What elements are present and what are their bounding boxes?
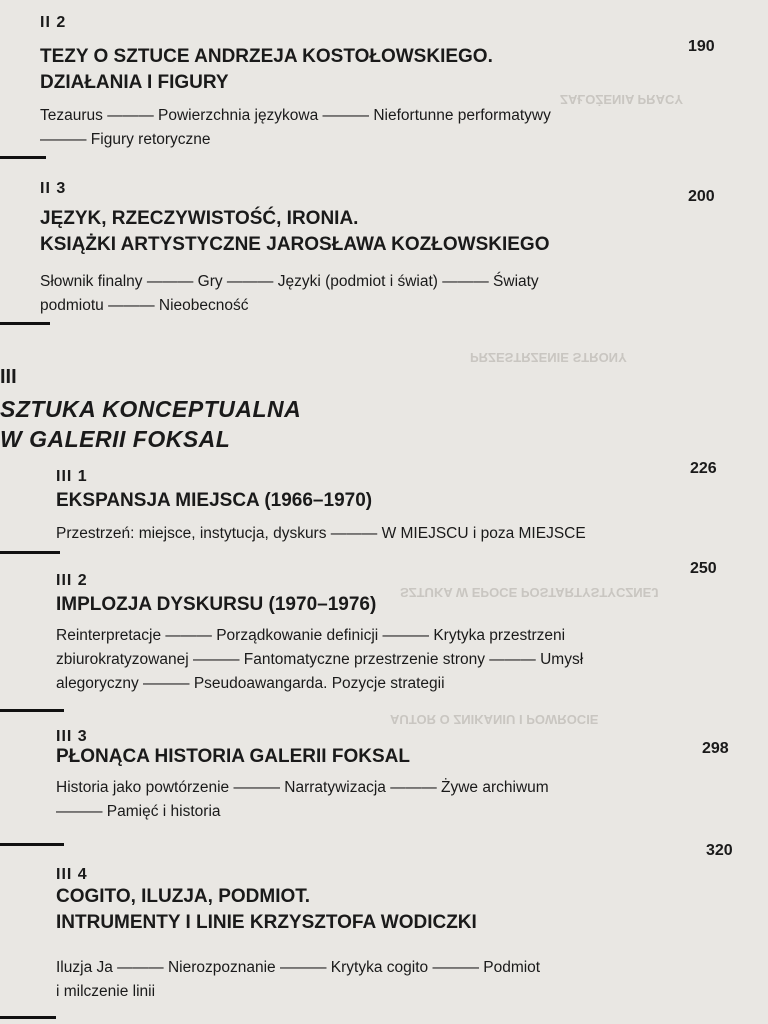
description-line: ——— Figury retoryczne bbox=[40, 131, 211, 148]
section-divider bbox=[0, 322, 50, 325]
section-divider bbox=[0, 1016, 56, 1019]
section-title-line: KSIĄŻKI ARTYSTYCZNE JAROSŁAWA KOZŁOWSKIEGO bbox=[40, 234, 550, 255]
section-divider bbox=[0, 843, 64, 846]
section-number: II 2 bbox=[40, 14, 67, 31]
section-title[interactable] bbox=[40, 206, 550, 258]
show-through-text: ZAŁOŻENIA PRACY bbox=[560, 92, 684, 107]
section-title-line: DZIAŁANIA I FIGURY bbox=[40, 72, 229, 93]
description-line: ——— Pamięć i historia bbox=[56, 803, 221, 820]
description-line: Przestrzeń: miejsce, instytucja, dyskurs ——— W MIEJSCU i poza MIEJSCE bbox=[56, 525, 586, 542]
description-line: Iluzja Ja ——— Nierozpoznanie ——— Krytyka cogito ——— Podmiot bbox=[56, 959, 541, 976]
section-divider bbox=[0, 551, 60, 554]
page-number: 298 bbox=[702, 740, 729, 757]
section-title-line: INTRUMENTY I LINIE KRZYSZTOFA WODICZKI bbox=[56, 912, 477, 933]
section-title-line: COGITO, ILUZJA, PODMIOT. bbox=[56, 886, 311, 907]
section-number: II 3 bbox=[40, 180, 67, 197]
section-description bbox=[56, 624, 583, 696]
description-line: zbiurokratyzowanej ——— Fantomatyczne przestrzenie strony ——— Umysł bbox=[56, 651, 584, 668]
section-title-line: IMPLOZJA DYSKURSU (1970–1976) bbox=[56, 594, 377, 615]
section-title[interactable] bbox=[56, 884, 477, 936]
section-number: III 1 bbox=[56, 468, 88, 485]
section-description bbox=[40, 270, 539, 318]
page-number: 226 bbox=[690, 460, 717, 477]
section-title-line: EKSPANSJA MIEJSCA (1966–1970) bbox=[56, 490, 373, 511]
section-number: III 3 bbox=[56, 728, 88, 745]
section-divider bbox=[0, 709, 64, 712]
part-title-line: W GALERII FOKSAL bbox=[0, 426, 231, 452]
section-title[interactable] bbox=[56, 592, 376, 618]
section-title-line: TEZY O SZTUCE ANDRZEJA KOSTOŁOWSKIEGO. bbox=[40, 46, 493, 67]
section-description bbox=[40, 104, 551, 152]
section-title[interactable] bbox=[56, 488, 372, 514]
page-number: 190 bbox=[688, 38, 715, 55]
section-title[interactable] bbox=[56, 744, 410, 770]
description-line: Tezaurus ——— Powierzchnia językowa ——— Niefortunne performatywy bbox=[40, 107, 551, 124]
page-number: 200 bbox=[688, 188, 715, 205]
page-number: 320 bbox=[706, 842, 733, 859]
show-through-text: SZTUKA W EPOCE POSTARTYSTYCZNEJ bbox=[400, 585, 659, 600]
section-title-line: PŁONĄCA HISTORIA GALERII FOKSAL bbox=[56, 746, 410, 767]
section-number: III 4 bbox=[56, 866, 88, 883]
section-number: III 2 bbox=[56, 572, 88, 589]
section-description bbox=[56, 522, 586, 546]
show-through-text: AUTOR O ZNIKANIU I POWROCIE bbox=[390, 712, 599, 727]
description-line: i milczenie linii bbox=[56, 983, 156, 1000]
section-title[interactable] bbox=[40, 44, 493, 96]
description-line: Historia jako powtórzenie ——— Narratywizacja ——— Żywe archiwum bbox=[56, 779, 549, 796]
page-number: 250 bbox=[690, 560, 717, 577]
section-description bbox=[56, 956, 540, 1004]
show-through-text: PRZESTRZENIE STRONY bbox=[470, 350, 627, 365]
description-line: Słownik finalny ——— Gry ——— Języki (podmiot i świat) ——— Światy bbox=[40, 273, 539, 290]
description-line: podmiotu ——— Nieobecność bbox=[40, 297, 249, 314]
section-description bbox=[56, 776, 549, 824]
part-title bbox=[0, 394, 301, 454]
part-number: III bbox=[0, 366, 17, 388]
description-line: alegoryczny ——— Pseudoawangarda. Pozycje strategii bbox=[56, 675, 445, 692]
section-title-line: JĘZYK, RZECZYWISTOŚĆ, IRONIA. bbox=[40, 208, 359, 229]
description-line: Reinterpretacje ——— Porządkowanie definicji ——— Krytyka przestrzeni bbox=[56, 627, 566, 644]
section-divider bbox=[0, 156, 46, 159]
part-title-line: SZTUKA KONCEPTUALNA bbox=[0, 396, 302, 422]
